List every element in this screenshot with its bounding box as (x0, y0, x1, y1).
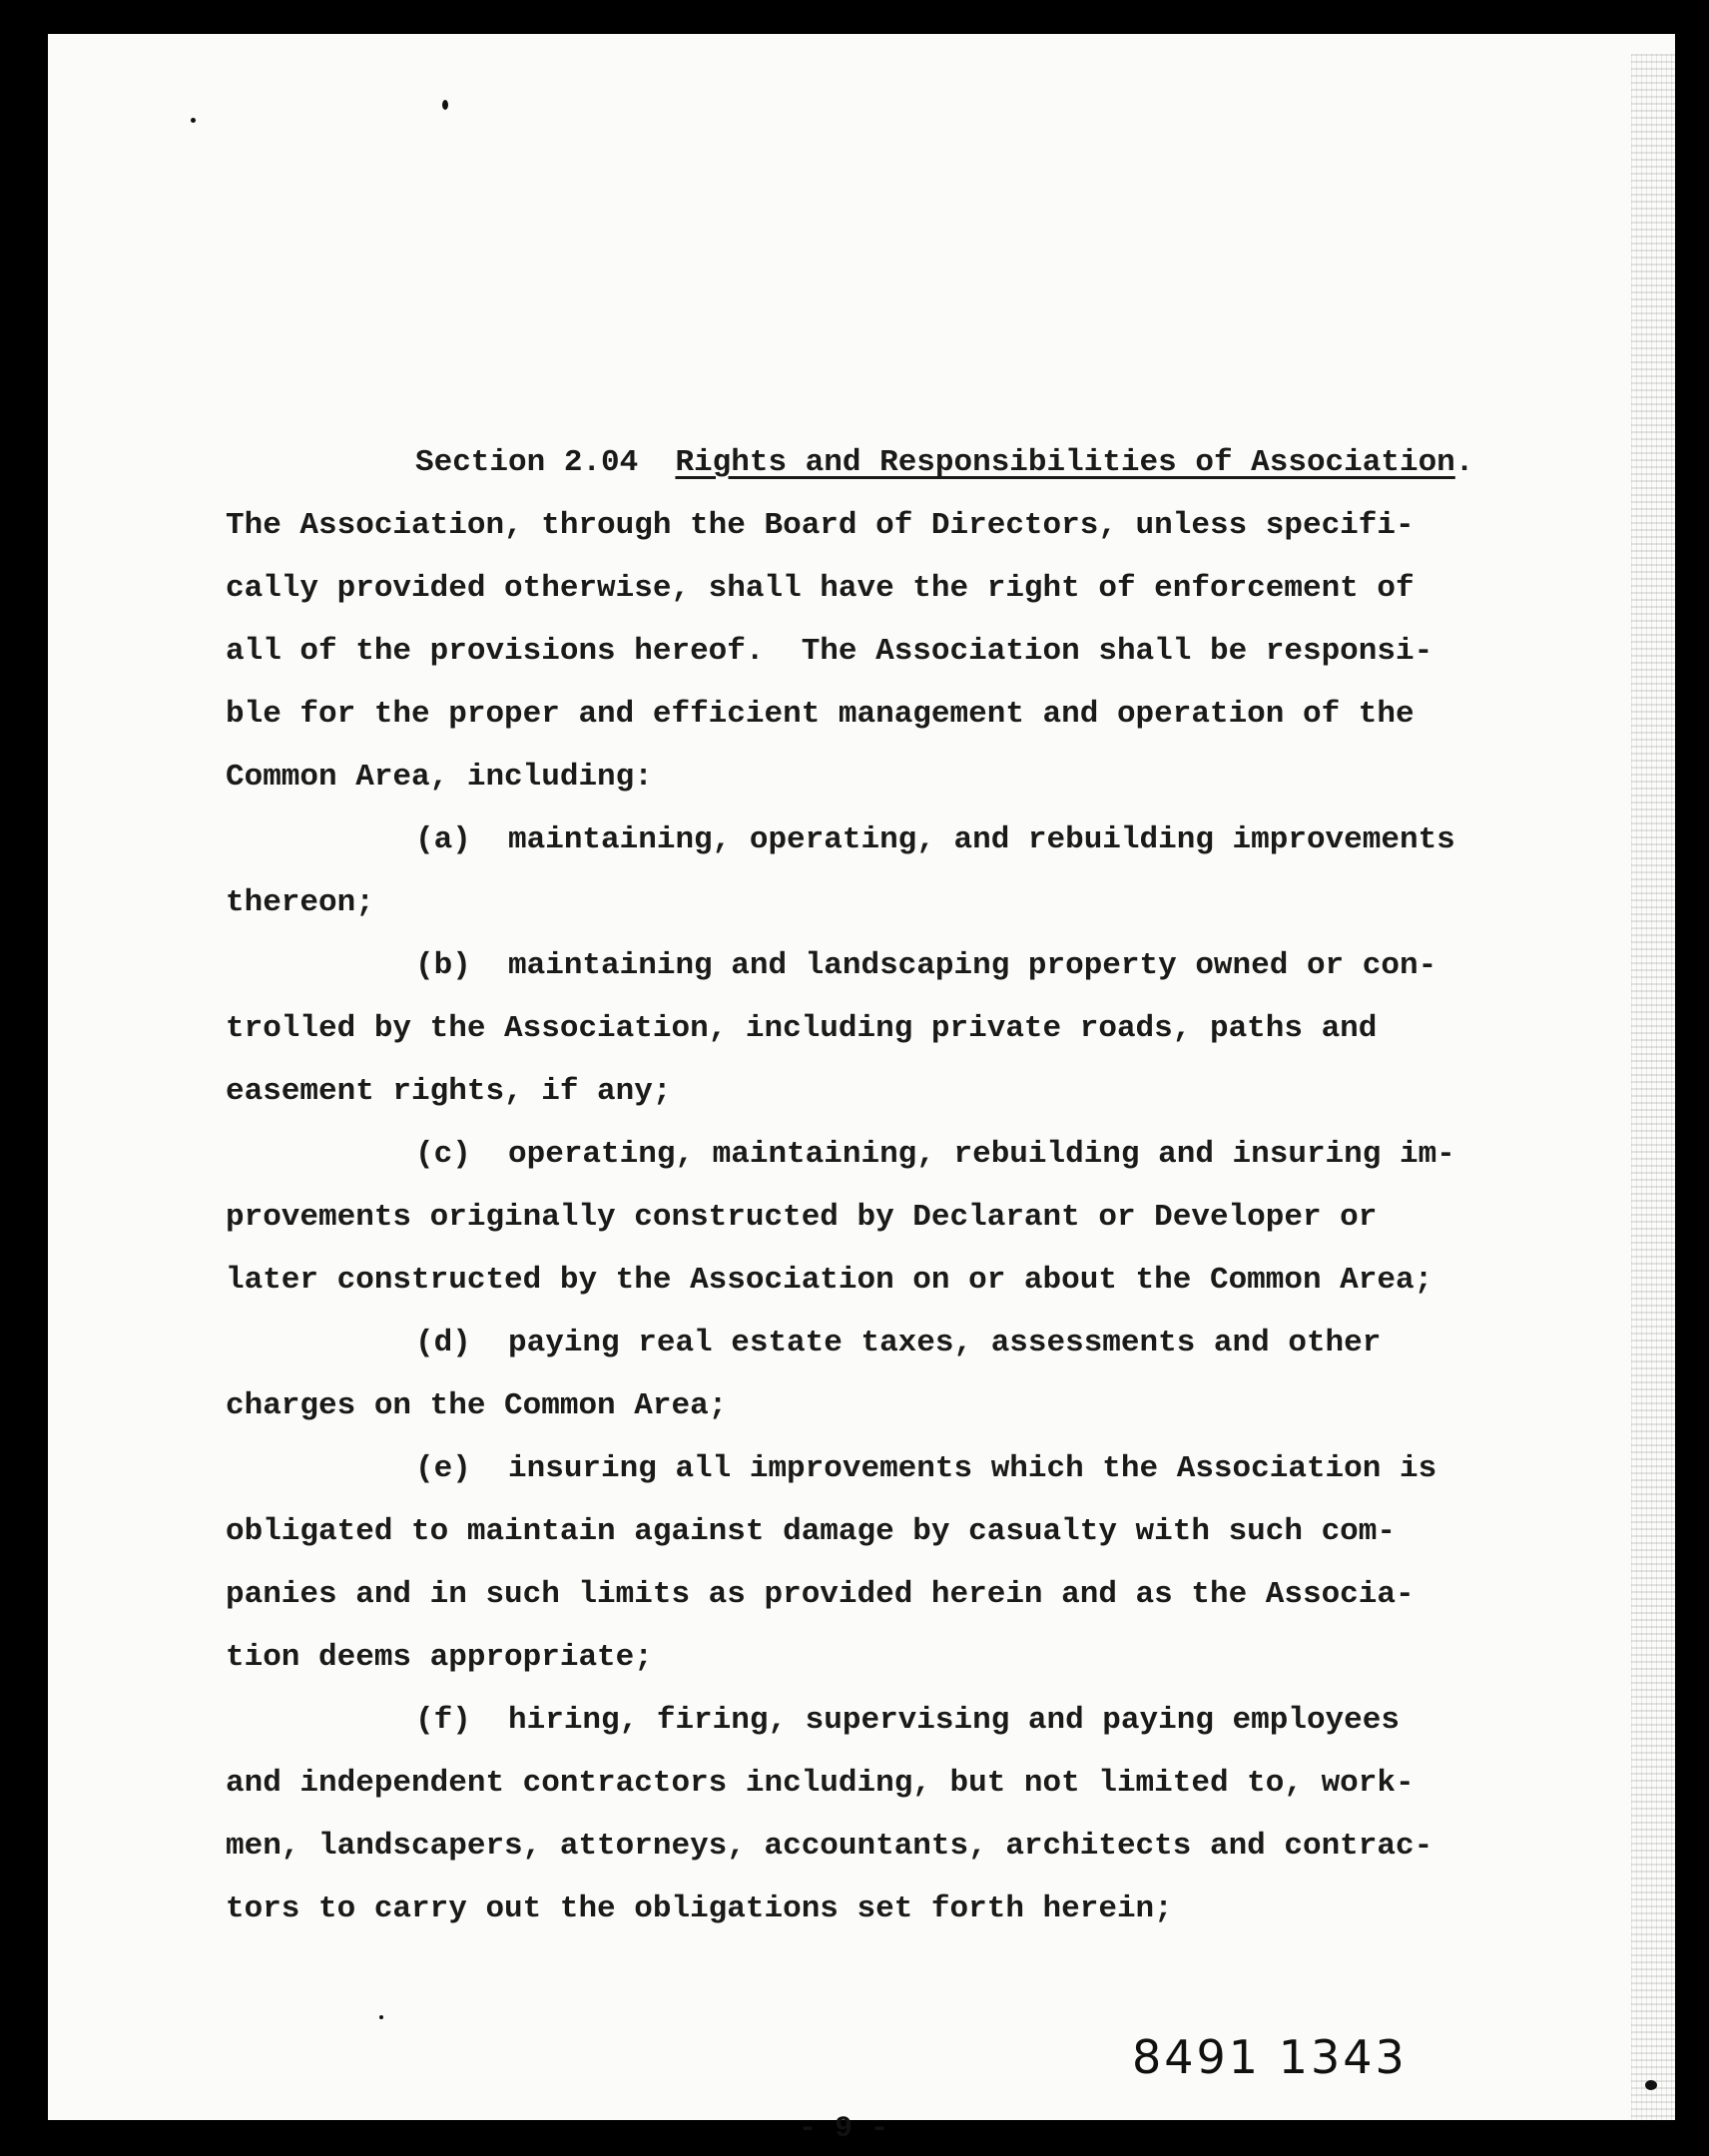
section-number: Section 2.04 (415, 445, 676, 480)
list-item-b-cont: easement rights, if any; (226, 1074, 672, 1109)
list-item-c: (c) operating, maintaining, rebuilding and insuring im- (415, 1137, 1455, 1172)
list-item-b: (b) maintaining and landscaping property owned or con- (415, 948, 1437, 983)
section-heading: Section 2.04 Rights and Responsibilities of Association. (415, 445, 1474, 480)
paragraph-line: ble for the proper and efficient management and operation of the (226, 697, 1415, 732)
scan-speck (191, 118, 196, 123)
document-body (226, 431, 1583, 1940)
paragraph-line: all of the provisions hereof. The Association shall be responsi- (226, 634, 1433, 669)
scan-noise-edge (1631, 54, 1675, 2120)
list-item-b-cont: trolled by the Association, including private roads, paths and (226, 1011, 1378, 1046)
list-item-f-cont: tors to carry out the obligations set forth herein; (226, 1891, 1173, 1926)
record-number: 8491 1343 (1132, 2030, 1408, 2084)
scan-speck (442, 100, 448, 110)
section-title: Rights and Responsibilities of Association (675, 445, 1455, 480)
paragraph-line: The Association, through the Board of Directors, unless specifi- (226, 508, 1415, 543)
list-item-f: (f) hiring, firing, supervising and paying employees (415, 1703, 1400, 1738)
list-item-a-cont: thereon; (226, 885, 374, 920)
list-item-c-cont: provements originally constructed by Declarant or Developer or (226, 1200, 1378, 1235)
list-item-e-cont: tion deems appropriate; (226, 1640, 653, 1675)
scan-speck (379, 2015, 383, 2019)
list-item-a: (a) maintaining, operating, and rebuilding improvements (415, 822, 1455, 857)
list-item-e-cont: obligated to maintain against damage by casualty with such com- (226, 1514, 1396, 1549)
page-number: - 9 - (799, 2112, 889, 2146)
list-item-f-cont: men, landscapers, attorneys, accountants, architects and contrac- (226, 1829, 1433, 1864)
list-item-d-cont: charges on the Common Area; (226, 1388, 728, 1423)
scan-speck (1645, 2080, 1657, 2090)
paragraph-line: cally provided otherwise, shall have the right of enforcement of (226, 571, 1415, 606)
list-item-e: (e) insuring all improvements which the Association is (415, 1451, 1437, 1486)
list-item-c-cont: later constructed by the Association on or about the Common Area; (226, 1263, 1433, 1298)
paragraph-line: Common Area, including: (226, 760, 653, 795)
list-item-f-cont: and independent contractors including, but not limited to, work- (226, 1766, 1415, 1801)
document-page (48, 34, 1675, 2146)
list-item-e-cont: panies and in such limits as provided herein and as the Associa- (226, 1577, 1415, 1612)
list-item-d: (d) paying real estate taxes, assessments and other (415, 1326, 1382, 1360)
